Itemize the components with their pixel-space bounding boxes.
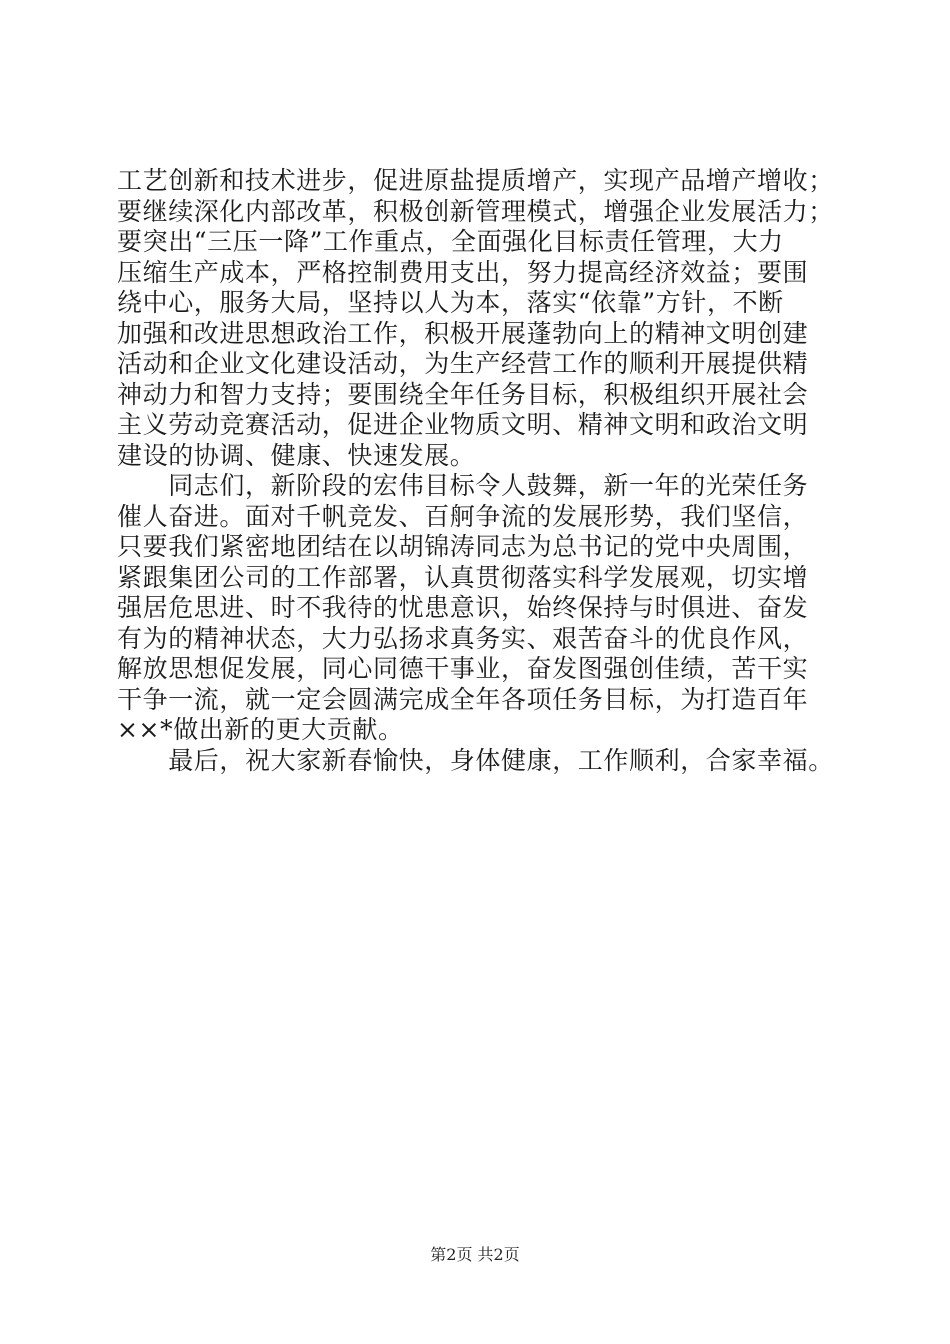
- text-line: 紧跟集团公司的工作部署，认真贯彻落实科学发展观，切实增: [117, 562, 809, 592]
- text-line: 活动和企业文化建设活动，为生产经营工作的顺利开展提供精: [117, 349, 809, 378]
- text-line: 压缩生产成本，严格控制费用支出，努力提高经济效益；要围: [117, 257, 809, 287]
- text-line: 主义劳动竞赛活动，促进企业物质文明、精神文明和政治文明: [117, 410, 809, 439]
- page-number-label: 第2页 共2页: [430, 1245, 520, 1264]
- text-line: 工艺创新和技术进步，促进原盐提质增产，实现产品增产增收；: [117, 166, 834, 195]
- text-line: 有为的精神状态，大力弘扬求真务实、艰苦奋斗的优良作风，: [117, 623, 809, 653]
- text-line: 强居危思进、时不我待的忧患意识，始终保持与时俱进、奋发: [117, 593, 809, 622]
- text-line: 催人奋进。面对千帆竞发、百舸争流的发展形势，我们坚信，: [117, 501, 809, 531]
- text-line: 神动力和智力支持；要围绕全年任务目标，积极组织开展社会: [117, 379, 809, 409]
- text-line: 绕中心，服务大局，坚持以人为本，落实“依靠”方针，不断: [117, 288, 784, 317]
- text-line: 要继续深化内部改革，积极创新管理模式，增强企业发展活力；: [117, 196, 834, 226]
- text-line: 只要我们紧密地团结在以胡锦涛同志为总书记的党中央周围，: [117, 532, 809, 561]
- text-line: 干争一流，就一定会圆满完成全年各项任务目标，为打造百年: [117, 684, 809, 714]
- text-line: 最后，祝大家新春愉快，身体健康，工作顺利，合家幸福。: [117, 745, 834, 775]
- page-footer: [0, 1245, 950, 1265]
- text-line: 建设的协调、健康、快速发展。: [117, 440, 476, 470]
- text-line: 同志们，新阶段的宏伟目标令人鼓舞，新一年的光荣任务: [117, 471, 809, 500]
- text-line: ××*做出新的更大贡献。: [117, 715, 404, 744]
- text-line: 加强和改进思想政治工作，积极开展蓬勃向上的精神文明创建: [117, 318, 809, 348]
- text-line: 解放思想促发展，同心同德干事业，奋发图强创佳绩，苦干实: [117, 654, 809, 683]
- body-text: [117, 166, 857, 776]
- text-line: 要突出“三压一降”工作重点，全面强化目标责任管理，大力: [117, 227, 784, 256]
